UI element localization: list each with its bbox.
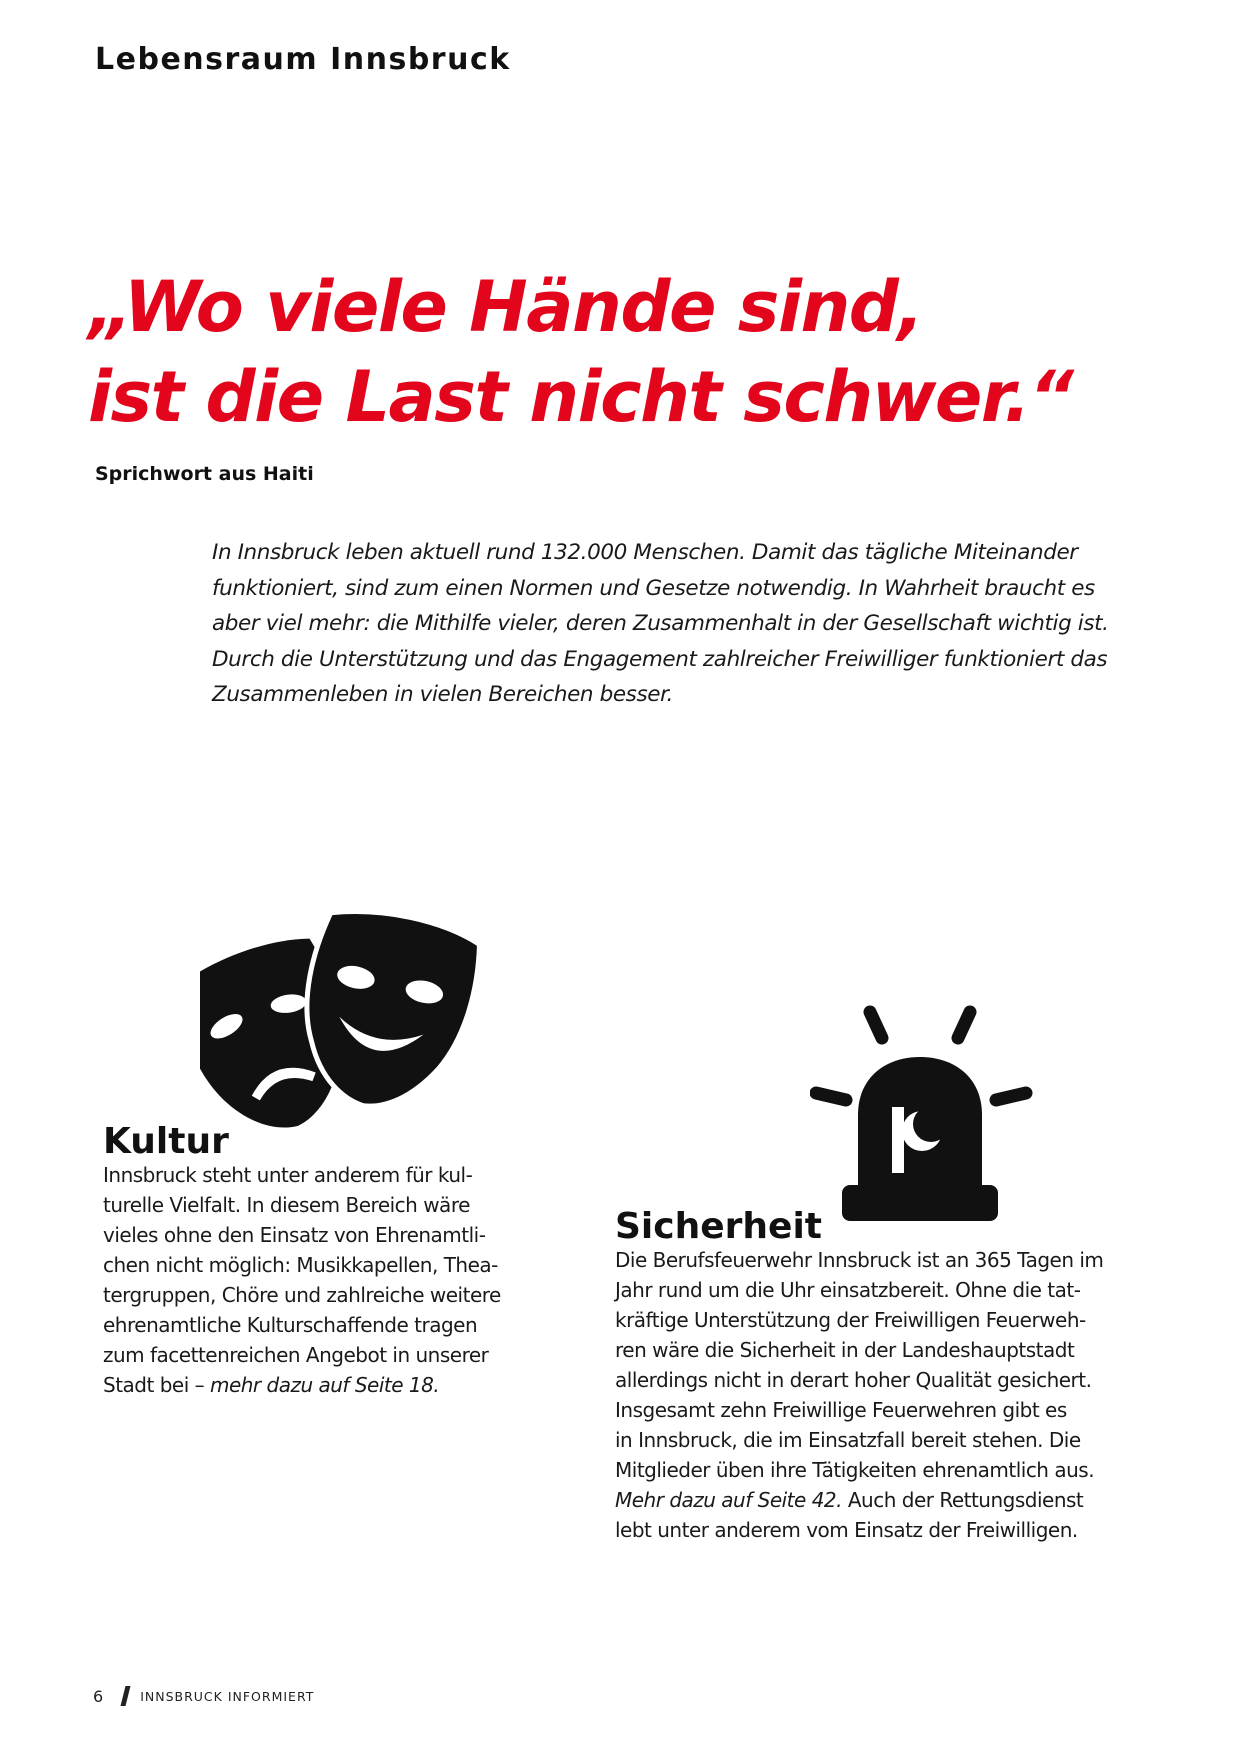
section-label: Lebensraum Innsbruck	[95, 42, 511, 77]
page-footer	[93, 1685, 314, 1707]
kultur-line: turelle Vielfalt. In diesem Bereich wäre	[103, 1193, 470, 1217]
page-number: 6	[93, 1686, 104, 1706]
kultur-page-reference: mehr dazu auf Seite 18.	[209, 1373, 440, 1397]
publication-name: INNSBRUCK INFORMIERT	[140, 1688, 315, 1704]
kultur-line: Innsbruck steht unter anderem für kul-	[103, 1163, 473, 1187]
sicherheit-line: Mitglieder üben ihre Tätigkeiten ehrenamtlich aus.	[615, 1458, 1095, 1482]
sicherheit-line-last: lebt unter anderem vom Einsatz der Freiwilligen.	[615, 1518, 1078, 1542]
intro-line: In Innsbruck leben aktuell rund 132.000 Menschen. Damit das tägliche Miteinander	[212, 540, 1078, 565]
kultur-last-line-text: Stadt bei –	[103, 1373, 210, 1397]
sicherheit-page-reference: Mehr dazu auf Seite 42.	[615, 1488, 842, 1512]
quote-source: Sprichwort aus Haiti	[95, 463, 314, 485]
intro-paragraph	[212, 535, 1152, 713]
kultur-line: vieles ohne den Einsatz von Ehrenamtli-	[103, 1223, 486, 1247]
kultur-line: tergruppen, Chöre und zahlreiche weitere	[103, 1283, 501, 1307]
intro-line: funktioniert, sind zum einen Normen und Gesetze notwendig. In Wahrheit braucht es	[212, 575, 1095, 601]
siren-icon	[810, 1005, 1035, 1225]
quote-line-2: ist die Last nicht schwer.“	[88, 356, 1073, 438]
theater-masks-icon	[200, 912, 490, 1132]
sicherheit-reference-line	[615, 1485, 1103, 1515]
quote-line-1: „Wo viele Hände sind,	[88, 266, 923, 348]
kultur-heading: Kultur	[103, 1121, 229, 1162]
quote-headline	[88, 262, 1188, 442]
sicherheit-line: Die Berufsfeuerwehr Innsbruck ist an 365 Tagen im	[615, 1248, 1104, 1272]
sicherheit-line: Insgesamt zehn Freiwillige Feuerwehren gibt es	[615, 1398, 1067, 1422]
kultur-line-last	[103, 1370, 501, 1400]
kultur-line: ehrenamtliche Kulturschaffende tragen	[103, 1313, 478, 1337]
kultur-paragraph	[103, 1160, 501, 1400]
sicherheit-reference-suffix: Auch der Rettungsdienst	[842, 1488, 1084, 1512]
sicherheit-paragraph	[615, 1245, 1103, 1545]
intro-line: Zusammenleben in vielen Bereichen besser.	[212, 682, 673, 707]
sicherheit-line: ren wäre die Sicherheit in der Landeshauptstadt	[615, 1338, 1075, 1362]
sicherheit-line: kräftige Unterstützung der Freiwilligen Feuerweh-	[615, 1308, 1086, 1332]
kultur-line: zum facettenreichen Angebot in unserer	[103, 1343, 489, 1367]
sicherheit-line: Jahr rund um die Uhr einsatzbereit. Ohne die tat-	[615, 1278, 1081, 1302]
intro-line: aber viel mehr: die Mithilfe vieler, deren Zusammenhalt in der Gesellschaft wichtig ist.	[212, 611, 1109, 636]
sicherheit-heading: Sicherheit	[615, 1206, 822, 1247]
sicherheit-line: allerdings nicht in derart hoher Qualität gesichert.	[615, 1368, 1092, 1392]
intro-line: Durch die Unterstützung und das Engagement zahlreicher Freiwilliger funktioniert das	[212, 646, 1108, 672]
footer-slash-divider	[121, 1686, 131, 1706]
sicherheit-line: in Innsbruck, die im Einsatzfall bereit stehen. Die	[615, 1428, 1081, 1452]
kultur-line: chen nicht möglich: Musikkapellen, Thea-	[103, 1253, 498, 1277]
